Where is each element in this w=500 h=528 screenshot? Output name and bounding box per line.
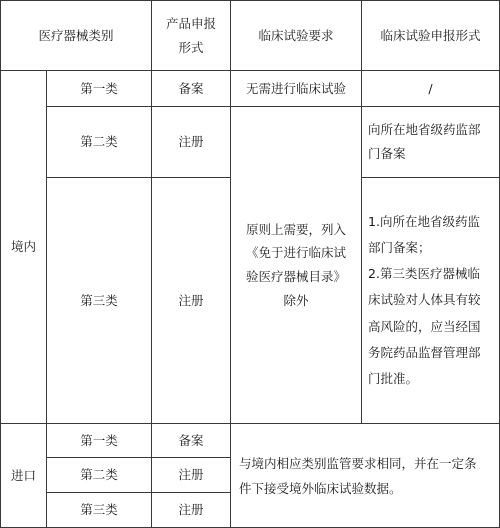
domestic-class-1: 第一类 xyxy=(47,71,152,107)
domestic-shared-requirement xyxy=(231,107,362,424)
class-3-trial-line-4: 床试验对人体具有较 xyxy=(368,292,481,308)
class-3-trial-line-5: 高风险的，应当经国 xyxy=(368,318,481,334)
imported-class-1: 第一类 xyxy=(47,424,152,458)
class-3-trial-line-6: 务院药品监督管理部 xyxy=(368,344,481,360)
class-3-trial-line-3: 2.第三类医疗器械临 xyxy=(368,266,480,282)
region-imported: 进口 xyxy=(1,424,47,528)
requirement-line-2: 《免于进行临床试 xyxy=(246,245,347,261)
imported-class-1-form: 备案 xyxy=(152,424,231,458)
class-3-trial-line-2: 部门备案； xyxy=(368,239,431,255)
table-row xyxy=(1,424,500,458)
domestic-class-1-trial-form: / xyxy=(362,71,500,107)
header-category: 医疗器械类别 xyxy=(1,1,152,71)
requirement-line-3: 验医疗器械目录》 xyxy=(246,269,347,284)
imported-line-2: 件下接受境外临床试验数据。 xyxy=(239,480,402,496)
imported-shared-requirement xyxy=(231,424,500,528)
header-filing-form xyxy=(152,1,231,71)
imported-class-3-form: 注册 xyxy=(152,493,231,528)
region-domestic: 境内 xyxy=(1,71,47,424)
header-row xyxy=(1,1,500,71)
class-2-trial-line-2: 门备案 xyxy=(368,146,406,161)
domestic-class-2: 第二类 xyxy=(47,107,152,178)
domestic-class-2-form: 注册 xyxy=(152,107,231,178)
domestic-class-2-trial-form xyxy=(362,107,500,178)
imported-class-2: 第二类 xyxy=(47,458,152,493)
requirement-line-1: 原则上需要，列入 xyxy=(246,221,347,237)
requirement-line-4: 除外 xyxy=(283,292,309,308)
class-3-trial-line-7: 门批准。 xyxy=(368,371,419,387)
table-row xyxy=(1,71,500,107)
domestic-class-1-requirement: 无需进行临床试验 xyxy=(231,71,362,107)
header-filing-form-line1: 产品申报 xyxy=(166,15,217,31)
header-trial-filing-form: 临床试验申报形式 xyxy=(362,1,500,71)
header-filing-form-line2: 形式 xyxy=(178,39,204,55)
imported-class-2-form: 注册 xyxy=(152,458,231,493)
table-row xyxy=(1,107,500,178)
domestic-class-3: 第三类 xyxy=(47,178,152,424)
header-trial-requirement: 临床试验要求 xyxy=(231,1,362,71)
class-3-trial-line-1: 1.向所在地省级药监 xyxy=(368,213,480,229)
domestic-class-3-trial-form xyxy=(362,178,500,424)
domestic-class-1-form: 备案 xyxy=(152,71,231,107)
class-2-trial-line-1: 向所在地省级药监部 xyxy=(368,122,481,138)
domestic-class-3-form: 注册 xyxy=(152,178,231,424)
imported-class-3: 第三类 xyxy=(47,493,152,528)
imported-line-1: 与境内相应类别监管要求相同，并在一定条 xyxy=(239,455,477,471)
